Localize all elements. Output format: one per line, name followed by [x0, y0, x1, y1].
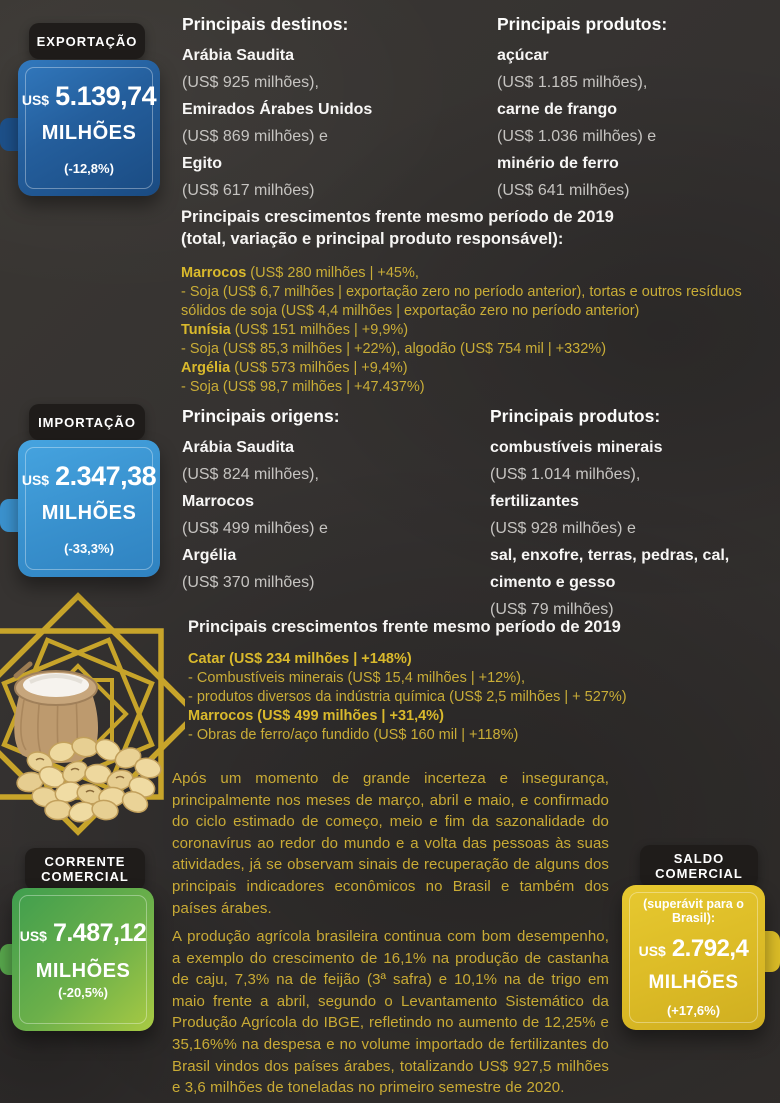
export-growth-heading-line1: Principais crescimentos frente mesmo período de 2019: [181, 208, 614, 226]
list-item-value: (US$ 499 milhões) e: [182, 520, 328, 537]
export-destinations-heading: Principais destinos:: [182, 14, 349, 34]
export-growth-heading-line2: (total, variação e principal produto responsável):: [181, 230, 564, 248]
currency-label: US$: [19, 928, 47, 944]
summary-paragraph-2: A produção agrícola brasileira continua com bom desempenho, a exemplo do crescimento de 16,1% na produção de castanha de caju, 7,3% na de feijão (3ª safra) e 10,1% na de trigo em maio frente a abril, segundo o Levantamento Sistemático da Produção Agrícola do IBGE, refletindo no aumento de 12,25% e 35,16%% na despesa e no volume importado de fertilizantes do Brasil vindos dos países árabes, totalizando US$ 927,5 milhões e 3,6 milhões de toneladas no primeiro semestre de 2020.: [172, 928, 609, 1097]
import-growth-heading: [188, 616, 768, 638]
growth-line: Marrocos (US$ 280 milhões | +45%,: [181, 265, 419, 281]
saldo-card-tab: [763, 931, 780, 972]
growth-line: - Soja (US$ 85,3 milhões | +22%), algodão (US$ 754 mil | +332%): [181, 341, 607, 357]
corrente-badge-line2: COMERCIAL: [41, 869, 129, 884]
growth-line: Catar (US$ 234 milhões | +148%): [188, 651, 412, 667]
importacao-value-card: [18, 440, 160, 577]
currency-label: US$: [638, 943, 666, 959]
list-item-value: (US$ 641 milhões): [497, 182, 630, 199]
list-item-name: Emirados Árabes Unidos: [182, 101, 373, 118]
exportacao-value: 5.139,74: [55, 80, 157, 111]
importacao-badge-label: IMPORTAÇÃO: [38, 414, 136, 430]
list-item-name: Egito: [182, 155, 222, 172]
exportacao-value-card: [18, 60, 160, 196]
import-origins-list: [182, 434, 472, 596]
exportacao-unit: MILHÕES: [41, 121, 137, 144]
currency-label: US$: [21, 91, 50, 108]
importacao-card-tab: [0, 499, 20, 532]
list-item-value: (US$ 925 milhões),: [182, 74, 319, 91]
export-products-list: [497, 42, 772, 204]
exportacao-amount: [22, 81, 156, 112]
list-item-value: (US$ 79 milhões): [490, 601, 614, 618]
growth-line: - produtos diversos da indústria química (US$ 2,5 milhões | + 527%): [188, 689, 627, 705]
currency-label: US$: [21, 472, 50, 488]
export-products-heading: Principais produtos:: [497, 14, 668, 34]
import-products-column: [490, 406, 770, 623]
saldo-superavit-note: (superávit para o Brasil):: [643, 897, 744, 925]
export-destinations-column: [182, 14, 482, 204]
list-item-value: (US$ 370 milhões): [182, 574, 315, 591]
import-origins-column: [182, 406, 472, 596]
import-products-heading: Principais produtos:: [490, 406, 661, 426]
exportacao-variation: (-12,8%): [64, 160, 114, 176]
list-item-value: (US$ 869 milhões) e: [182, 128, 328, 145]
saldo-value: 2.792,4: [671, 935, 749, 962]
list-item-name: Arábia Saudita: [182, 47, 295, 64]
growth-line: - Soja (US$ 6,7 milhões | exportação zero no período anterior), tortas e outros resíduos sólidos de soja (US$ 4,4 milhões | exportação zero no período anterior): [181, 284, 742, 319]
growth-line: Tunísia (US$ 151 milhões | +9,9%): [181, 322, 409, 338]
saldo-badge-line2: COMERCIAL: [655, 866, 743, 881]
list-item-name: Marrocos: [182, 493, 255, 510]
list-item-name: carne de frango: [497, 101, 618, 118]
export-growth-list: [181, 264, 773, 397]
import-origins-heading: Principais origens:: [182, 406, 340, 426]
list-item-name: fertilizantes: [490, 493, 579, 510]
import-growth-list: [188, 650, 773, 745]
decorative-star-and-products-illustration: [0, 592, 185, 854]
list-item-value: (US$ 824 milhões),: [182, 466, 319, 483]
list-item-name: Argélia: [182, 547, 237, 564]
importacao-badge: [29, 404, 145, 440]
growth-line: Marrocos (US$ 499 milhões | +31,4%): [188, 708, 444, 724]
corrente-amount: [20, 919, 147, 948]
exportacao-card-tab: [0, 118, 20, 151]
list-item-value: (US$ 1.036 milhões) e: [497, 128, 657, 145]
importacao-amount: [22, 461, 156, 492]
growth-line: Argélia (US$ 573 milhões | +9,4%): [181, 360, 408, 376]
saldo-variation: (+17,6%): [666, 1003, 721, 1018]
import-growth-heading-line1: Principais crescimentos frente mesmo período de 2019: [188, 618, 621, 636]
growth-line: - Combustíveis minerais (US$ 15,4 milhões | +12%),: [188, 670, 525, 686]
exportacao-badge-label: EXPORTAÇÃO: [36, 33, 138, 49]
corrente-unit: MILHÕES: [35, 960, 131, 982]
importacao-value: 2.347,38: [55, 461, 157, 491]
list-item-value: (US$ 928 milhões) e: [490, 520, 636, 537]
saldo-amount: [639, 935, 749, 963]
corrente-variation: (-20,5%): [58, 985, 108, 1000]
saldo-comercial-badge: [640, 845, 758, 887]
export-destinations-list: [182, 42, 482, 204]
list-item-value: (US$ 1.014 milhões),: [490, 466, 641, 483]
import-products-list: [490, 434, 770, 623]
summary-paragraph-1: Após um momento de grande incerteza e insegurança, principalmente nos meses de março, abril e maio, e confirmado do ciclo estimado de começo, meio e fim da sazonalidade do coronavírus ao redor do mundo e a volta das pessoas às suas atividades, já se observam sinais de recuperação de alguns dos principais indicadores econômicos no Brasil e também dos países árabes.: [172, 770, 609, 917]
list-item-name: combustíveis minerais: [490, 439, 663, 456]
list-item-name: Arábia Saudita: [182, 439, 295, 456]
list-item-value: (US$ 1.185 milhões),: [497, 74, 648, 91]
importacao-variation: (-33,3%): [64, 541, 114, 556]
corrente-value: 7.487,12: [52, 919, 147, 947]
list-item-name: açúcar: [497, 47, 549, 64]
exportacao-badge: [29, 23, 145, 59]
corrente-comercial-badge: [25, 848, 145, 890]
saldo-unit: MILHÕES: [648, 972, 739, 993]
export-growth-heading: [181, 206, 780, 250]
corrente-badge-line1: CORRENTE: [44, 854, 126, 869]
growth-line: - Soja (US$ 98,7 milhões | +47.437%): [181, 379, 425, 395]
corrente-comercial-value-card: [12, 888, 154, 1031]
growth-line: - Obras de ferro/aço fundido (US$ 160 mil | +118%): [188, 727, 519, 743]
saldo-badge-line1: SALDO: [673, 851, 725, 866]
saldo-comercial-value-card: [622, 885, 765, 1030]
list-item-value: (US$ 617 milhões): [182, 182, 315, 199]
importacao-unit: MILHÕES: [41, 502, 137, 524]
list-item-name: sal, enxofre, terras, pedras, cal, cimento e gesso: [490, 547, 730, 591]
export-products-column: [497, 14, 772, 204]
list-item-name: minério de ferro: [497, 155, 619, 172]
